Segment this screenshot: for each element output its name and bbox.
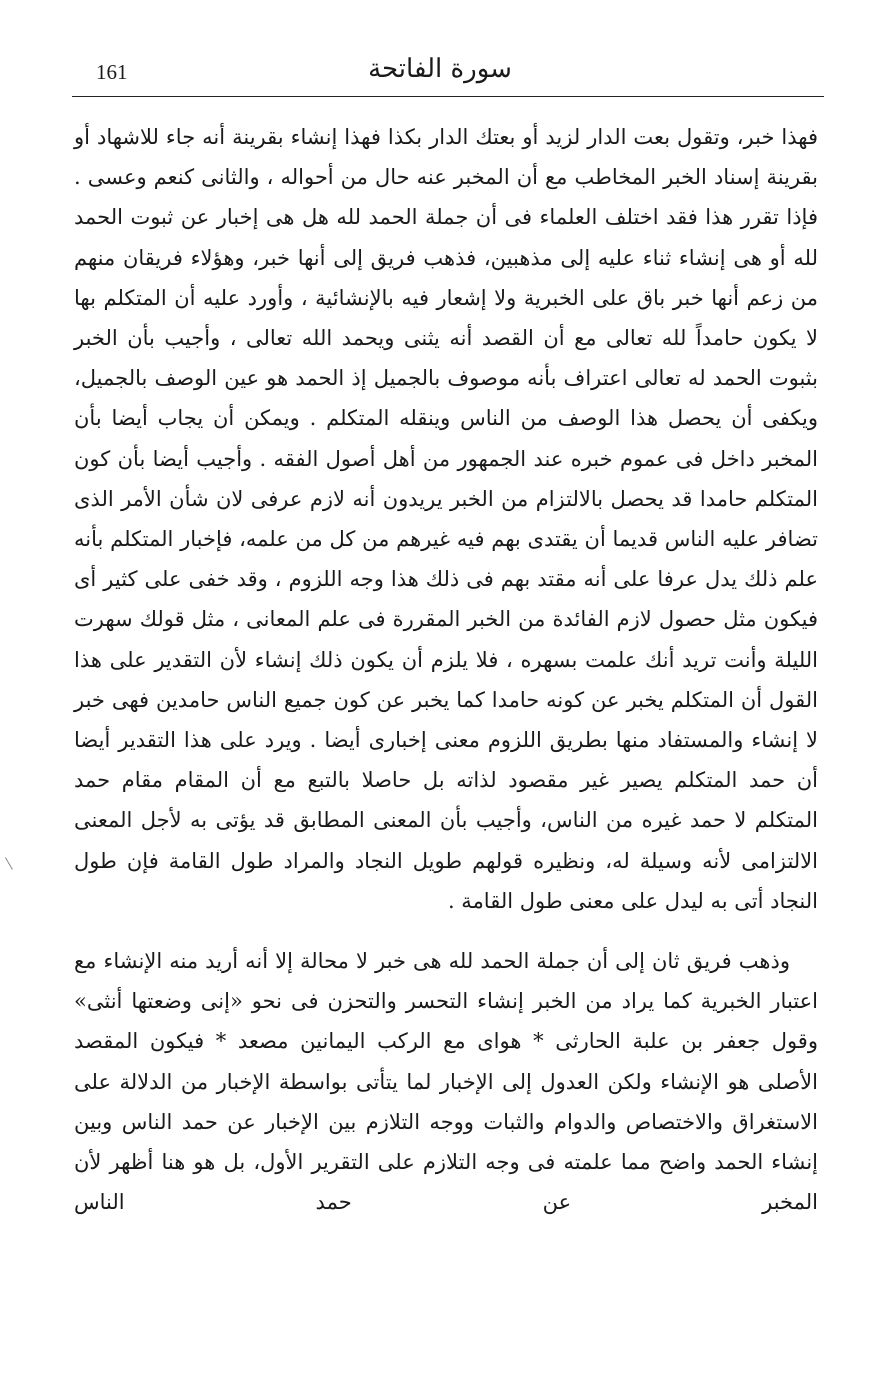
margin-mark — [5, 854, 18, 870]
page-number: 161 — [96, 60, 128, 84]
running-title: سورة الفاتحة — [368, 54, 512, 84]
header-rule — [72, 96, 824, 97]
body-text — [74, 117, 818, 1222]
page-header — [60, 48, 820, 96]
paragraph-2: وذهب فريق ثان إلى أن جملة الحمد لله هى خبر لا محالة إلا أنه أريد منه الإنشاء مع اعتبار الخبرية كما يراد من الخبر إنشاء التحسر والتحزن فى نحو «إنى وضعتها أنثى» وقول جعفر بن علبة الحارثى * هواى مع الركب اليمانين مصعد * فيكون المقصد الأصلى هو الإنشاء ولكن العدول إلى الإخبار لما يتأتى بواسطة الإخبار من الدلالة على الاستغراق والاختصاص والدوام والثبات ووجه التلازم بين الإخبار عن حمد الناس وبين إنشاء الحمد واضح مما علمته فى وجه التلازم على التقرير الأول، بل هو هنا أظهر لأن المخبر عن حمد الناس — [74, 949, 818, 1215]
paragraph-1: فهذا خبر، وتقول بعت الدار لزيد أو بعتك الدار بكذا فهذا إنشاء بقرينة أنه جاء للاشهاد أو بقرينة إسناد الخبر المخاطب مع أن المخبر عنه حال من أحواله ، والثانى كنعم وعسى . فإذا تقرر هذا فقد اختلف العلماء فى أن جملة الحمد لله هل هى إخبار عن ثبوت الحمد لله أو هى إنشاء ثناء عليه إلى مذهبين، فذهب فريق إلى أنها خبر، وهؤلاء فريقان منهم من زعم أنها خبر باق على الخبرية ولا إشعار فيه بالإنشائية ، وأورد عليه أن المتكلم بها لا يكون حامداً لله تعالى مع أن القصد أنه يثنى ويحمد الله تعالى ، وأجيب بأن الخبر بثبوت الحمد له تعالى اعتراف بأنه موصوف بالجميل إذ الحمد هو عين الوصف بالجميل، ويكفى أن يحصل هذا الوصف من الناس وينقله المتكلم . ويمكن أن يجاب أيضا بأن المخبر داخل فى عموم خبره عند الجمهور من أهل أصول الفقه . وأجيب أيضا بأن كون المتكلم حامدا قد يحصل بالالتزام من الخبر يريدون أنه لازم عرفى لان شأن الأمر الذى تضافر عليه الناس قديما أن يقتدى بهم فيه غيرهم من كل من علمه، فإخبار المتكلم بأنه علم ذلك يدل عرفا على أنه مقتد بهم فى ذلك هذا وجه اللزوم ، وقد خفى على كثير أى فيكون مثل حصول لازم الفائدة من الخبر المقررة فى علم المعانى ، مثل قولك سهرت الليلة وأنت تريد أنك علمت بسهره ، فلا يلزم أن يكون ذلك إنشاء لأن التقدير على هذا القول أن المتكلم يخبر عن كونه حامدا كما يخبر عن كون جميع الناس حامدين فهى خبر لا إنشاء والمستفاد منها بطريق اللزوم معنى إخبارى أيضا . ويرد على هذا التقدير أيضا أن حمد المتكلم يصير غير مقصود لذاته بل حاصلا بالتبع مع أن المقام مقام حمد المتكلم لا حمد غيره من الناس، وأجيب بأن المعنى المطابق قد يؤتى به لأجل المعنى الالتزامى لأنه وسيلة له، ونظيره قولهم طويل النجاد والمراد طول القامة فإن طول النجاد أتى به ليدل على معنى طول القامة . — [74, 125, 818, 913]
